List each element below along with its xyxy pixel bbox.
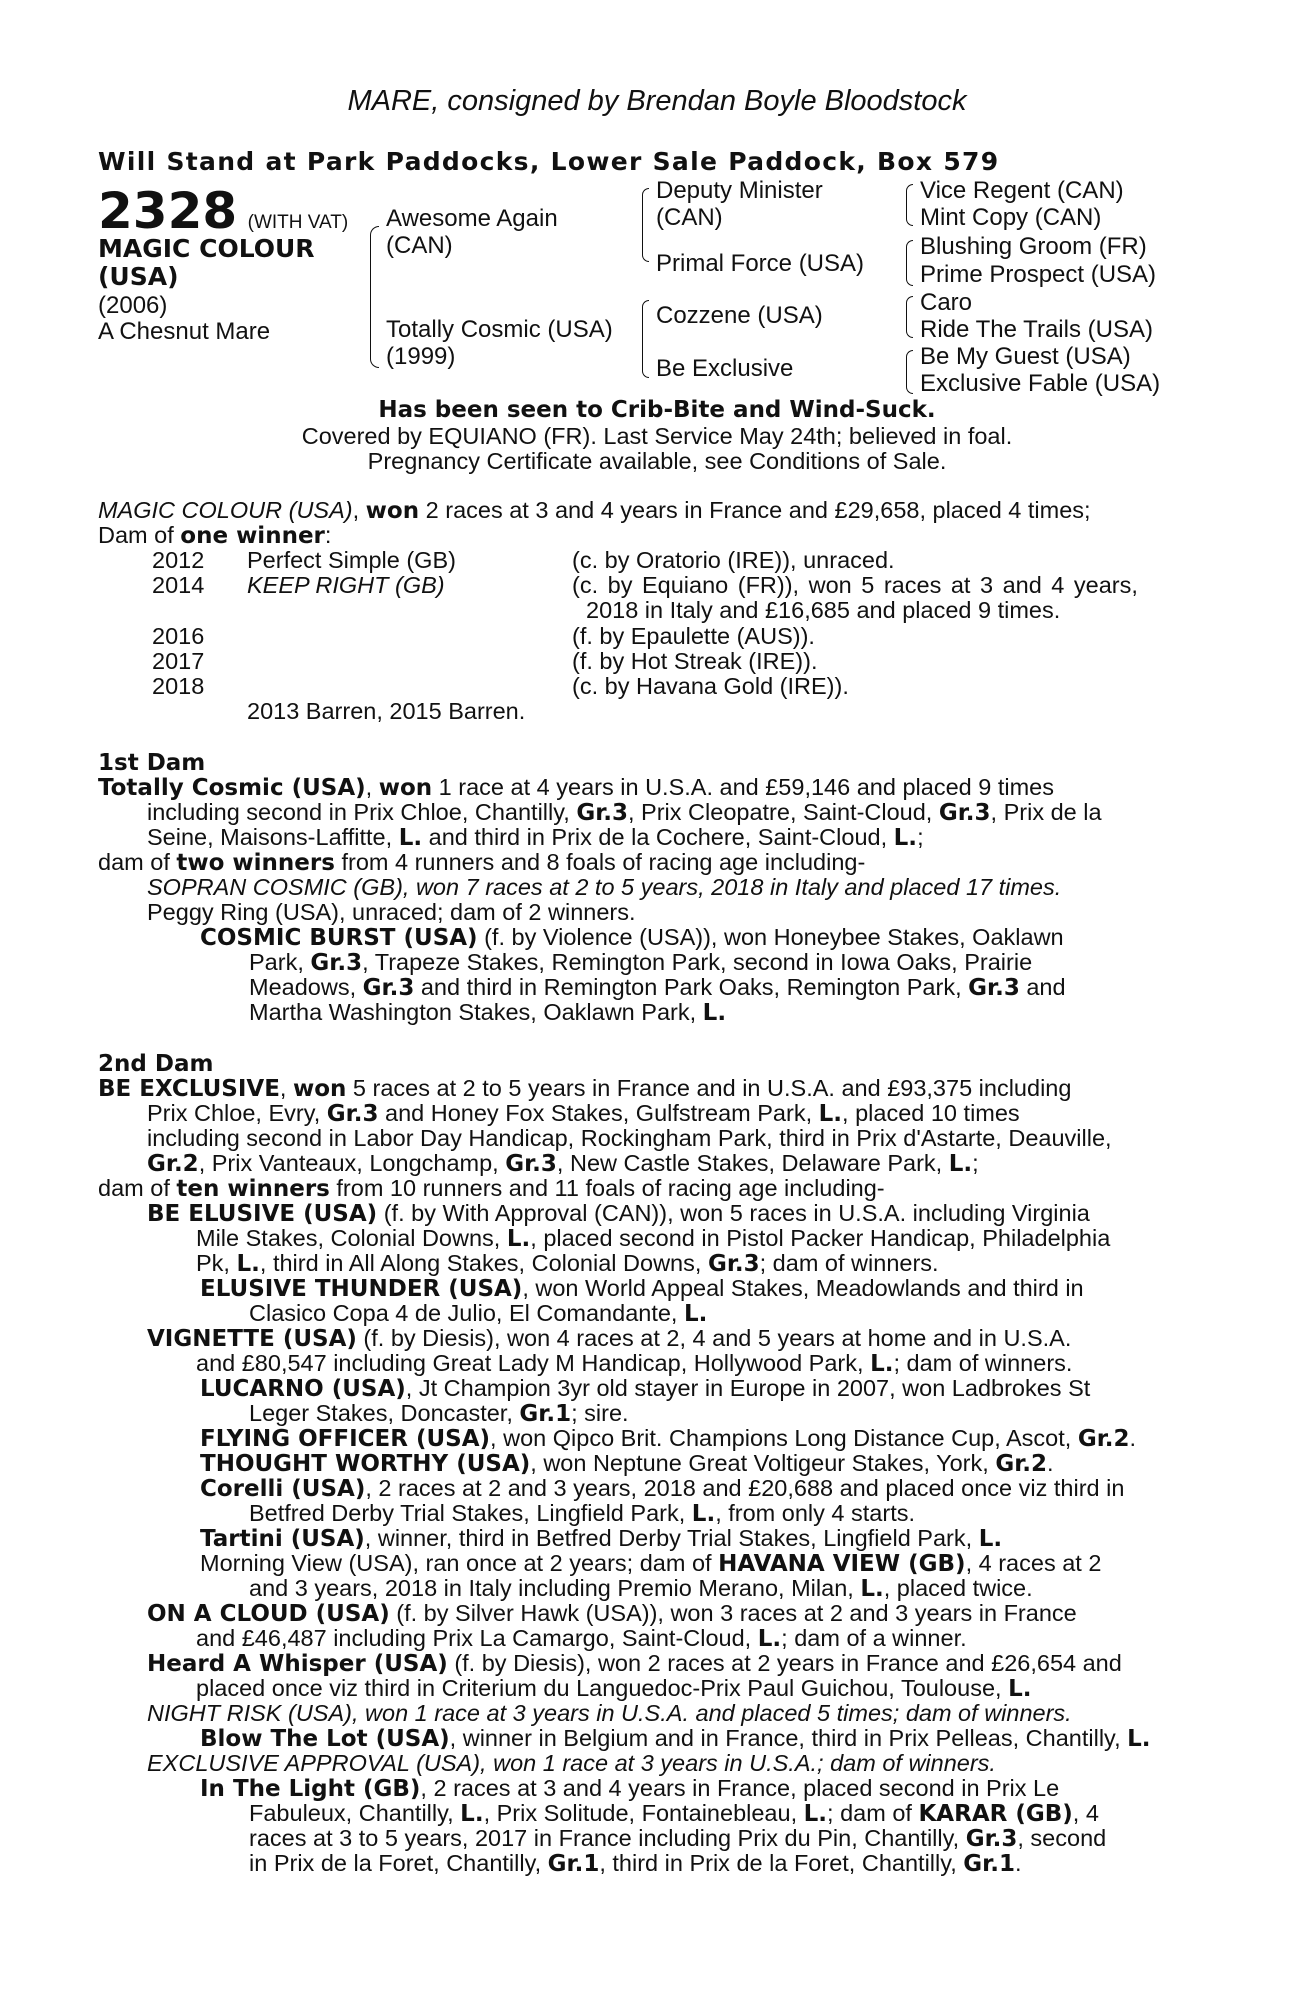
progeny-tartini [200,1526,1002,1552]
brace-sire-dam [370,226,379,368]
produce-detail: (c. by Equiano (FR)), won 5 races at 3 and 4 years, [572,572,1138,598]
produce-year: 2012 [152,547,205,573]
text: races at 3 to 5 years, 2017 in France including Prix du Pin, Chantilly, [249,1825,966,1851]
progeny-light-cont [249,1826,1106,1852]
progeny-heard [147,1651,1122,1677]
dss: Caro [920,289,973,316]
text: Pk, [196,1250,237,1276]
text: , Prix Vanteaux, Longchamp, [198,1150,506,1176]
grade-badge: Gr.3 [326,1101,379,1127]
brace-g3 [906,296,913,338]
grade-badge: Gr.3 [938,800,991,826]
horse-name: Heard A Whisper (USA) [147,1651,448,1677]
listed-badge: L. [1008,1676,1032,1702]
text: , placed twice. [883,1575,1033,1601]
dam-dam: Be Exclusive [656,355,794,382]
brace-dam-parents [642,300,649,378]
progeny-vignette-cont [196,1351,1072,1377]
text: (f. by Diesis), won 4 races at 2, 4 and 5 years at home and in U.S.A. [356,1325,1072,1351]
text: Fabuleux, Chantilly, [249,1800,461,1826]
listed-badge: L. [460,1801,484,1827]
mare-name: MAGIC COLOUR (USA) [98,497,353,523]
horse-name: FLYING OFFICER (USA) [200,1426,491,1452]
text: , third in Prix de la Foret, Chantilly, [599,1850,964,1876]
horse-name: HAVANA VIEW (GB) [718,1551,966,1577]
brace-g4 [906,350,913,394]
horse-name: ELUSIVE THUNDER (USA) [200,1276,523,1302]
text: , 4 races at 2 [965,1550,1102,1576]
sire-dam: Primal Force (USA) [656,250,865,277]
dam-of-count: one winner [180,523,325,549]
vice-warning: Has been seen to Crib-Bite and Wind-Suck. [378,397,936,423]
listed-badge: L. [893,825,918,851]
text: ; [972,1150,979,1176]
winner-count: ten winners [176,1176,330,1202]
winner-count: two winners [176,850,335,876]
text: , won Neptune Great Voltigeur Stakes, York, [530,1450,996,1476]
progeny-thunder-cont [249,1301,707,1327]
listed-badge: L. [506,1226,531,1252]
progeny-exclusive-approval: EXCLUSIVE APPROVAL (USA), won 1 race at 3 years in U.S.A.; dam of winners. [147,1750,996,1776]
text: 5 races at 2 to 5 years in France and in U.S.A. and £93,375 including [346,1075,1072,1101]
second-dam-line [147,1151,979,1177]
text: , Jt Champion 3yr old stayer in Europe in 2007, won Ladbrokes St [405,1375,1091,1401]
text: (f. by With Approval (CAN)), won 5 races in U.S.A. including Virginia [377,1200,1090,1226]
dsd: Ride The Trails (USA) [920,316,1153,343]
text: in Prix de la Foret, Chantilly, [249,1850,548,1876]
text: , Prix de la [990,799,1102,825]
horse-country: (USA) [98,262,179,291]
text: including second in Prix Chloe, Chantilly, [147,799,577,825]
text: Mile Stakes, Colonial Downs, [196,1225,507,1251]
first-dam-name: Totally Cosmic (USA) [98,775,366,801]
barren-note: 2013 Barren, 2015 Barren. [247,698,526,724]
produce-year: 2016 [152,623,205,649]
progeny-cloud-cont [196,1626,967,1652]
progeny-cosmic-cont [249,975,1066,1001]
progeny-blow [200,1726,1151,1752]
text: , second [1017,1825,1107,1851]
brace-sire-parents [642,188,649,262]
text: ; dam of winners. [759,1250,939,1276]
horse-name: THOUGHT WORTHY (USA) [200,1451,531,1477]
first-dam-line [147,800,1102,826]
grade-badge: Gr.2 [1077,1426,1130,1452]
grade-badge: Gr.1 [519,1401,572,1427]
text: , won World Appeal Stakes, Meadowlands and third in [522,1275,1084,1301]
text: (f. by Silver Hawk (USA)), won 3 races at 2 and 3 years in France [389,1600,1077,1626]
text: and third in Prix de la Cochere, Saint-Cloud, [422,824,894,850]
second-dam-dam-of [98,1176,885,1202]
text: ; dam of winners. [893,1350,1073,1376]
text: Seine, Maisons-Laffitte, [147,824,399,850]
text: . [1047,1450,1054,1476]
progeny-be-elusive-cont [196,1226,1110,1252]
produce-detail: (c. by Havana Gold (IRE)). [572,673,849,699]
grade-badge: Gr.3 [707,1251,760,1277]
progeny-lucarno [200,1376,1090,1402]
first-dam-heading: 1st Dam [98,750,206,776]
dam-of-prefix: Dam of [98,522,181,548]
text: , from only 4 starts. [715,1500,916,1526]
text: from 10 runners and 11 foals of racing age including- [329,1175,885,1201]
text: and Honey Fox Stakes, Gulfstream Park, [378,1100,819,1126]
text: , New Castle Stakes, Delaware Park, [556,1150,949,1176]
text: and [1019,974,1066,1000]
first-dam-text: 1 race at 4 years in U.S.A. and £59,146 and placed 9 times [432,774,1054,800]
listed-badge: L. [1127,1726,1151,1752]
grade-badge: Gr.1 [963,1851,1015,1877]
covered-note: Covered by EQUIANO (FR). Last Service May 24th; believed in foal. [301,423,1013,449]
text: . [1014,1850,1022,1876]
sdd: Prime Prospect (USA) [920,261,1157,288]
produce-detail-cont: 2018 in Italy and £16,685 and placed 9 times. [586,597,1061,623]
second-dam-line: BE EXCLUSIVE, won 5 races at 2 to 5 years in France and in U.S.A. and £93,375 including [98,1075,1072,1102]
listed-badge: L. [702,1000,727,1026]
text: dam of [98,1175,177,1201]
horse-name: In The Light (GB) [200,1776,421,1802]
listed-badge: L. [236,1251,260,1277]
won-label: won [365,498,420,524]
horse-name: BE ELUSIVE (USA) [147,1201,378,1227]
horse-description: A Chesnut Mare [98,318,271,345]
listed-badge: L. [398,825,423,851]
produce-name: KEEP RIGHT (GB) [247,572,445,598]
sire-sire: Deputy Minister [656,177,823,204]
text: (f. by Diesis), won 2 races at 2 years in France and £26,654 and [447,1650,1122,1676]
grade-badge: Gr.3 [576,800,628,826]
text: , 2 races at 2 and 3 years, 2018 and £20,688 and placed once viz third in [365,1475,1125,1501]
horse-name: ON A CLOUD (USA) [147,1601,390,1627]
text: dam of [98,849,177,875]
text: ; [917,824,924,850]
text: , placed 10 times [842,1100,1020,1126]
brace-g2 [906,240,913,286]
progeny-corelli-cont [249,1501,915,1527]
text: placed once viz third in Criterium du Languedoc-Prix Paul Guichou, Toulouse, [196,1675,1009,1701]
grade-badge: Gr.3 [310,950,363,976]
produce-year: 2017 [152,648,205,674]
lot-number: 2328 [98,182,238,240]
text: ; sire. [571,1400,629,1426]
text: , Trapeze Stakes, Remington Park, second in Iowa Oaks, Prairie [362,949,1033,975]
mare-record: MAGIC COLOUR (USA), won 2 races at 3 and 4 years in France and £29,658, placed 4 times; [98,497,1091,524]
dam-year: (1999) [386,343,456,370]
page-title: MARE, consigned by Brendan Boyle Bloodstock [347,85,967,117]
grade-badge: Gr.2 [147,1151,199,1177]
dam-name: Totally Cosmic (USA) [386,316,613,343]
dam-sire: Cozzene (USA) [656,302,823,329]
progeny-morning-cont [249,1576,1033,1602]
text: Leger Stakes, Doncaster, [249,1400,520,1426]
text: and third in Remington Park Oaks, Remington Park, [414,974,969,1000]
produce-detail: (f. by Hot Streak (IRE)). [572,648,818,674]
sire-country: (CAN) [386,232,453,259]
produce-year: 2014 [152,572,205,598]
progeny-cloud [147,1601,1077,1627]
horse-year: (2006) [98,292,168,319]
listed-badge: L. [860,1576,884,1602]
progeny-heard-cont [196,1676,1031,1702]
produce-detail: (f. by Epaulette (AUS)). [572,623,815,649]
text: and 3 years, 2018 in Italy including Premio Merano, Milan, [249,1575,861,1601]
produce-name: Perfect Simple (GB) [247,547,456,573]
listed-badge: L. [803,1801,828,1827]
second-dam-line: including second in Labor Day Handicap, Rockingham Park, third in Prix d'Astarte, Deauville, [147,1125,1112,1151]
progeny-vignette [147,1326,1071,1352]
horse-name: LUCARNO (USA) [200,1376,406,1402]
mare-dam-of [98,523,331,549]
text: Martha Washington Stakes, Oaklawn Park, [249,999,703,1025]
progeny-flying [200,1426,1136,1452]
text: , Prix Solitude, Fontainebleau, [483,1800,804,1826]
text: , won Qipco Brit. Champions Long Distance Cup, Ascot, [490,1425,1078,1451]
progeny-thunder [200,1276,1084,1302]
horse-name: Corelli (USA) [200,1476,366,1502]
first-dam-line [147,825,924,851]
progeny-morning [200,1551,1101,1577]
text: and £80,547 including Great Lady M Handicap, Hollywood Park, [196,1350,871,1376]
dds: Be My Guest (USA) [920,343,1131,370]
listed-badge: L. [948,1151,973,1177]
sire-name: Awesome Again [386,205,558,232]
produce-year: 2018 [152,673,205,699]
listed-badge: L. [684,1301,708,1327]
text: Prix Chloe, Evry, [147,1100,327,1126]
progeny-thought [200,1451,1054,1477]
progeny-light-cont [249,1851,1022,1877]
progeny-light-cont [249,1801,1099,1827]
text: , winner in Belgium and in France, third in Prix Pelleas, Chantilly, [449,1725,1128,1751]
produce-detail: (c. by Oratorio (IRE)), unraced. [572,547,895,573]
sds: Blushing Groom (FR) [920,233,1147,260]
text: , third in All Along Stakes, Colonial Downs, [259,1250,708,1276]
progeny-night-risk: NIGHT RISK (USA), won 1 race at 3 years in U.S.A. and placed 5 times; dam of winners. [147,1700,1072,1726]
progeny-corelli [200,1476,1124,1502]
text: and £46,487 including Prix La Camargo, Saint-Cloud, [196,1625,758,1651]
text: . [1129,1425,1137,1451]
horse-name: MAGIC COLOUR [98,234,315,263]
grade-badge: Gr.3 [505,1151,557,1177]
listed-badge: L. [870,1351,894,1377]
vat-label: (WITH VAT) [247,212,349,233]
dam-of-suffix: : [324,522,332,548]
text: ; dam of [827,1800,919,1826]
horse-name: Tartini (USA) [200,1526,365,1552]
text: (f. by Violence (USA)), won Honeybee Stakes, Oaklawn [477,924,1064,950]
horse-name: VIGNETTE (USA) [147,1326,357,1352]
text: Betfred Derby Trial Stakes, Lingfield Park, [249,1500,692,1526]
listed-badge: L. [757,1626,782,1652]
listed-badge: L. [691,1501,716,1527]
listed-badge: L. [818,1101,843,1127]
first-dam-line: Totally Cosmic (USA), won 1 race at 4 years in U.S.A. and £59,146 and placed 9 times [98,774,1054,801]
text: , Prix Cleopatre, Saint-Cloud, [628,799,939,825]
horse-name: COSMIC BURST (USA) [200,925,478,951]
text: , placed second in Pistol Packer Handicap, Philadelphia [530,1225,1111,1251]
won-label: won [378,775,433,801]
won-label: won [292,1076,347,1102]
sire-sire-country: (CAN) [656,204,723,231]
sss: Vice Regent (CAN) [920,177,1124,204]
horse-name: KARAR (GB) [918,1801,1073,1827]
grade-badge: Gr.2 [995,1451,1048,1477]
progeny-sopran: SOPRAN COSMIC (GB), won 7 races at 2 to 5 years, 2018 in Italy and placed 17 times. [147,874,1062,900]
horse-name: Blow The Lot (USA) [200,1726,450,1752]
ssd: Mint Copy (CAN) [920,204,1102,231]
first-dam-dam-of [98,850,865,876]
pregnancy-note: Pregnancy Certificate available, see Conditions of Sale. [367,448,947,474]
text: , winner, third in Betfred Derby Trial Stakes, Lingfield Park, [364,1525,979,1551]
progeny-cosmic-cont [249,1000,726,1026]
progeny-be-elusive [147,1201,1090,1227]
text: Park, [249,949,311,975]
text: Meadows, [249,974,363,1000]
text: from 4 runners and 8 foals of racing age including- [334,849,866,875]
grade-badge: Gr.3 [362,975,415,1001]
text: Clasico Copa 4 de Julio, El Comandante, [249,1300,684,1326]
second-dam-line [147,1101,1020,1127]
listed-badge: L. [978,1526,1003,1552]
progeny-lucarno-cont [249,1401,629,1427]
grade-badge: Gr.3 [965,1826,1018,1852]
progeny-be-elusive-cont [196,1251,939,1277]
second-dam-name: BE EXCLUSIVE [98,1076,280,1102]
text: , 2 races at 3 and 4 years in France, placed second in Prix Le [420,1775,1060,1801]
grade-badge: Gr.1 [547,1851,600,1877]
second-dam-heading: 2nd Dam [98,1051,214,1077]
text: , 4 [1072,1800,1099,1826]
grade-badge: Gr.3 [968,975,1020,1001]
progeny-cosmic [200,925,1064,951]
ddd: Exclusive Fable (USA) [920,370,1161,397]
brace-g1 [906,184,913,226]
progeny-cosmic-cont [249,950,1032,976]
progeny-peggy: Peggy Ring (USA), unraced; dam of 2 winners. [147,899,636,925]
text: Morning View (USA), ran once at 2 years; dam of [200,1550,719,1576]
lot-block [98,183,348,239]
progeny-light [200,1776,1059,1802]
location-line: Will Stand at Park Paddocks, Lower Sale Paddock, Box 579 [98,147,1000,176]
text: ; dam of a winner. [781,1625,967,1651]
mare-record-text: 2 races at 3 and 4 years in France and £29,658, placed 4 times; [419,497,1091,523]
